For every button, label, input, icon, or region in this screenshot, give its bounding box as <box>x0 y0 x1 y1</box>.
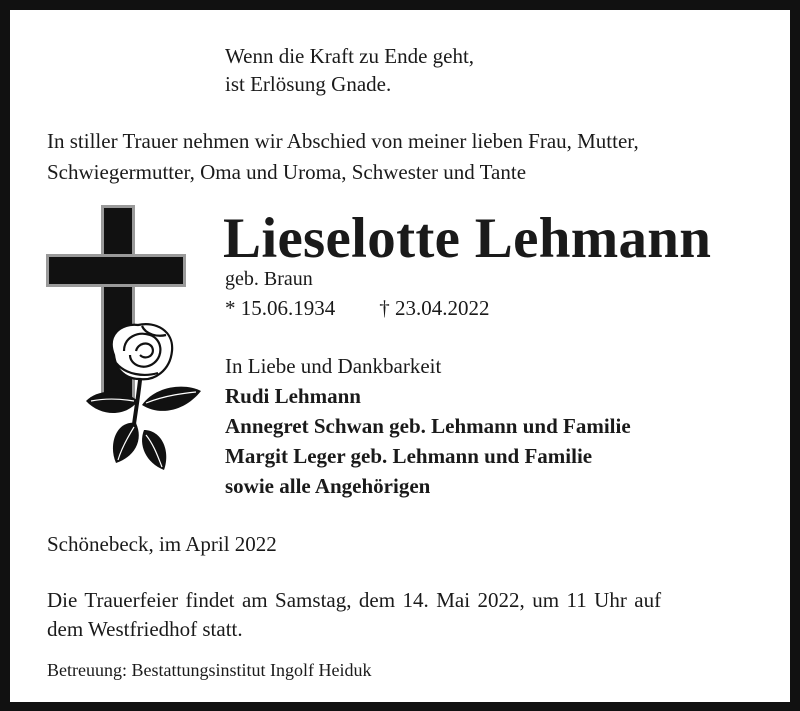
mourners-intro: In Liebe und Dankbarkeit <box>225 354 442 378</box>
intro-line-1: In stiller Trauer nehmen wir Abschied von meiner lieben Frau, Mutter, <box>47 129 639 153</box>
mourner-name: Annegret Schwan geb. Lehmann und Familie <box>225 414 631 438</box>
motto-line-1: Wenn die Kraft zu Ende geht, <box>225 44 475 68</box>
mourners-list <box>225 384 631 504</box>
place-date: Schönebeck, im April 2022 <box>47 532 277 556</box>
birth-name: geb. Braun <box>225 268 313 290</box>
life-dates <box>225 296 490 320</box>
cross-with-rose-icon <box>46 205 206 480</box>
funeral-line-2: dem Westfriedhof statt. <box>47 617 243 641</box>
mourner-name: sowie alle Angehörigen <box>225 474 431 498</box>
birth-date: * 15.06.1934 <box>225 296 336 320</box>
motto-verse <box>225 44 474 100</box>
funeral-line-1: Die Trauerfeier findet am Samstag, dem 14. Mai 2022, um 11 Uhr auf <box>47 588 662 612</box>
intro-line-2: Schwiegermutter, Oma und Uroma, Schwester und Tante <box>47 160 527 184</box>
deceased-name: Lieselotte Lehmann <box>223 207 712 270</box>
mourner-name: Rudi Lehmann <box>225 384 361 408</box>
death-date: † 23.04.2022 <box>379 296 490 320</box>
motto-line-2: ist Erlösung Gnade. <box>225 72 392 96</box>
intro-text <box>47 129 639 191</box>
funeral-home-credit: Betreuung: Bestattungsinstitut Ingolf Heiduk <box>47 660 372 680</box>
funeral-info <box>47 588 661 646</box>
mourner-name: Margit Leger geb. Lehmann und Familie <box>225 444 593 468</box>
